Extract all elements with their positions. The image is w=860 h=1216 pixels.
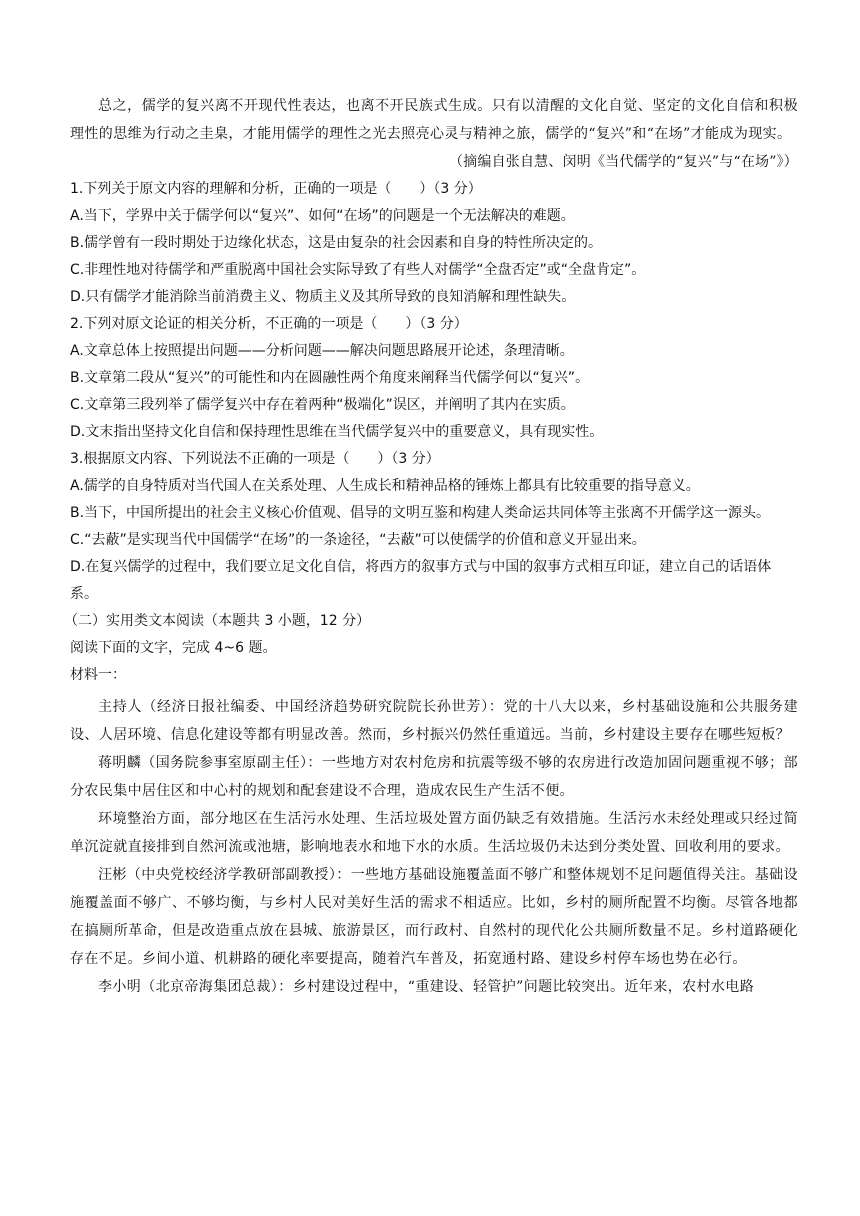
material-paragraph: 李小明（北京帝海集团总裁）：乡村建设过程中，“重建设、轻管护”问题比较突出。近年来，农村水电路 <box>98 979 755 995</box>
material-one <box>70 693 798 1001</box>
material-paragraph: 汪彬（中央党校经济学教研部副教授）：一些地方基础设施覆盖面不够广和整体规划不足问题值得关注。基础设施覆盖面不够广、不够均衡，与乡村人民对美好生活的需求不相适应。比如，乡村的厕所配置不均衡。尽管各地都在搞厕所革命，但是改造重点放在县城、旅游景区，而行政村、自然村的现代化公共厕所数量不足。乡村道路硬化存在不足。乡间小道、机耕路的硬化率要提高，随着汽车普及，拓宽通村路、建设乡村停车场也势在必行。 <box>70 867 798 967</box>
question-3 <box>70 446 798 608</box>
material-paragraph: 蒋明麟（国务院参事室原副主任）：一些地方对农村危房和抗震等级不够的农房进行改造加固问题重视不够；部分农民集中居住区和中心村的规划和配套建设不合理，造成农民生产生活不便。 <box>70 755 798 799</box>
question-1 <box>70 176 798 311</box>
option-c: C.“去蔽”是实现当代中国儒学“在场”的一条途径，“去蔽”可以使儒学的价值和意义开显出来。 <box>70 532 646 548</box>
option-a: A.当下，学界中关于儒学何以“复兴”、如何“在场”的问题是一个无法解决的难题。 <box>70 208 575 224</box>
option-d: D.文末指出坚持文化自信和保持理性思维在当代儒学复兴中的重要意义，具有现实性。 <box>70 424 604 440</box>
option-b: B.儒学曾有一段时期处于边缘化状态，这是由复杂的社会因素和自身的特性所决定的。 <box>70 235 603 251</box>
option-b: B.当下，中国所提出的社会主义核心价值观、倡导的文明互鉴和构建人类命运共同体等主张离不开儒学这一源头。 <box>70 505 771 521</box>
question-stem: 3.根据原文内容、下列说法不正确的一项是（ ）（3 分） <box>70 451 440 467</box>
material-paragraph: 环境整治方面，部分地区在生活污水处理、生活垃圾处置方面仍缺乏有效措施。生活污水未经处理或只经过简单沉淀就直接排到自然河流或池塘，影响地表水和地下水的水质。生活垃圾仍未达到分类处置、回收利用的要求。 <box>70 811 798 855</box>
option-a: A.文章总体上按照提出问题——分析问题——解决问题思路展开论述，条理清晰。 <box>70 343 574 359</box>
question-2 <box>70 311 798 446</box>
option-c: C.非理性地对待儒学和严重脱离中国社会实际导致了有些人对儒学“全盘否定”或“全盘肯定”。 <box>70 262 646 278</box>
section-heading: （二）实用类文本阅读（本题共 3 小题，12 分） <box>64 613 371 629</box>
option-b: B.文章第二段从“复兴”的可能性和内在圆融性两个角度来阐释当代儒学何以“复兴”。 <box>70 370 590 386</box>
question-stem: 1.下列关于原文内容的理解和分析，正确的一项是（ ）（3 分） <box>70 181 482 197</box>
material-label: 材料一： <box>70 667 126 683</box>
conclusion-paragraph: 总之，儒学的复兴离不开现代性表达，也离不开民族式生成。只有以清醒的文化自觉、坚定的文化自信和积极理性的思维为行动之圭臬，才能用儒学的理性之光去照亮心灵与精神之旅，儒学的“复兴”和“在场”才能成为现实。 <box>70 98 798 142</box>
option-a: A.儒学的自身特质对当代国人在关系处理、人生成长和精神品格的锤炼上都具有比较重要的指导意义。 <box>70 478 700 494</box>
source-citation: （摘编自张自慧、闵明《当代儒学的“复兴”与“在场”》） <box>448 154 798 170</box>
option-d: D.只有儒学才能消除当前消费主义、物质主义及其所导致的良知消解和理性缺失。 <box>70 289 576 305</box>
section-instruction: 阅读下面的文字，完成 4~6 题。 <box>70 640 277 656</box>
option-d: D.在复兴儒学的过程中，我们要立足文化自信，将西方的叙事方式与中国的叙事方式相互印证，建立自己的话语体系。 <box>70 559 772 602</box>
material-paragraph: 主持人（经济日报社编委、中国经济趋势研究院院长孙世芳）：党的十八大以来，乡村基础设施和公共服务建设、人居环境、信息化建设等都有明显改善。然而，乡村振兴仍然任重道远。当前，乡村建设主要存在哪些短板？ <box>70 699 798 743</box>
option-c: C.文章第三段列举了儒学复兴中存在着两种“极端化”误区，并阐明了其内在实质。 <box>70 397 575 413</box>
question-stem: 2.下列对原文论证的相关分析，不正确的一项是（ ）（3 分） <box>70 316 468 332</box>
